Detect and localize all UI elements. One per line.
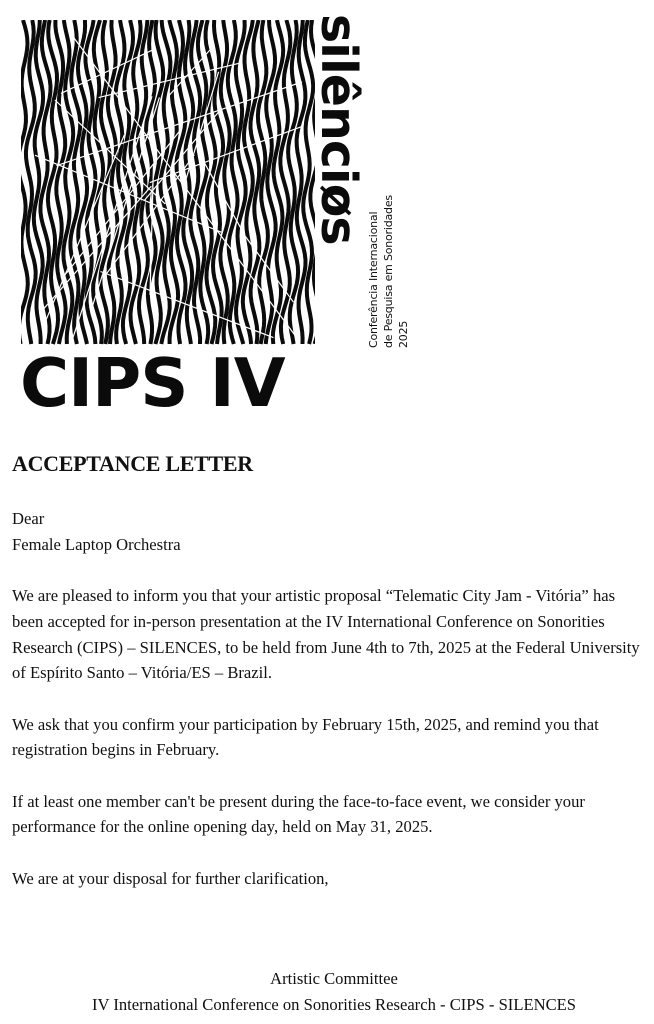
signature-block	[0, 966, 654, 1017]
subtitle-line: 2025	[397, 320, 410, 348]
art-stripe	[190, 20, 200, 344]
recipient-name: Female Laptop Orchestra	[12, 534, 181, 554]
signature-committee: Artistic Committee	[270, 969, 398, 988]
art-stripe	[21, 20, 28, 344]
online-option-paragraph: If at least one member can't be present during the face-to-face event, we consider your performance for the online opening day, held on May 31, 2025.	[12, 791, 585, 837]
conference-subtitle	[366, 195, 411, 348]
op-art-pattern	[21, 20, 315, 348]
closing-paragraph: We are at your disposal for further clarification,	[12, 868, 329, 888]
letter-body	[12, 506, 648, 917]
silencios-logo-text: silênciøs	[310, 14, 367, 245]
art-stripe	[206, 20, 216, 344]
signature-conference: IV International Conference on Sonorities Research - CIPS - SILENCES	[91, 994, 577, 1014]
cips-iv-logo-text: CIPS IV	[20, 344, 285, 422]
subtitle-line: de Pesquisa em Sonoridades	[382, 195, 395, 348]
subtitle-line: Conferência Internacional	[367, 211, 380, 348]
acceptance-paragraph: We are pleased to inform you that your artistic proposal “Telematic City Jam - Vitória” has been accepted for in-person presentation at the IV International Conference on Sonorities Research (CIPS) – SILENCES, to be held from June 4th to 7th, 2025 at the Federal University of Espírito Santo – Vitória/ES – Brazil.	[12, 586, 640, 683]
art-stripe	[34, 20, 43, 344]
conference-logo	[0, 0, 654, 420]
letter-heading: ACCEPTANCE LETTER	[12, 451, 253, 476]
salutation: Dear	[12, 509, 45, 528]
op-art-graphic	[21, 20, 315, 348]
art-stripe	[297, 20, 306, 344]
confirmation-paragraph: We ask that you confirm your participation by February 15th, 2025, and remind you that registration begins in February.	[12, 714, 599, 760]
